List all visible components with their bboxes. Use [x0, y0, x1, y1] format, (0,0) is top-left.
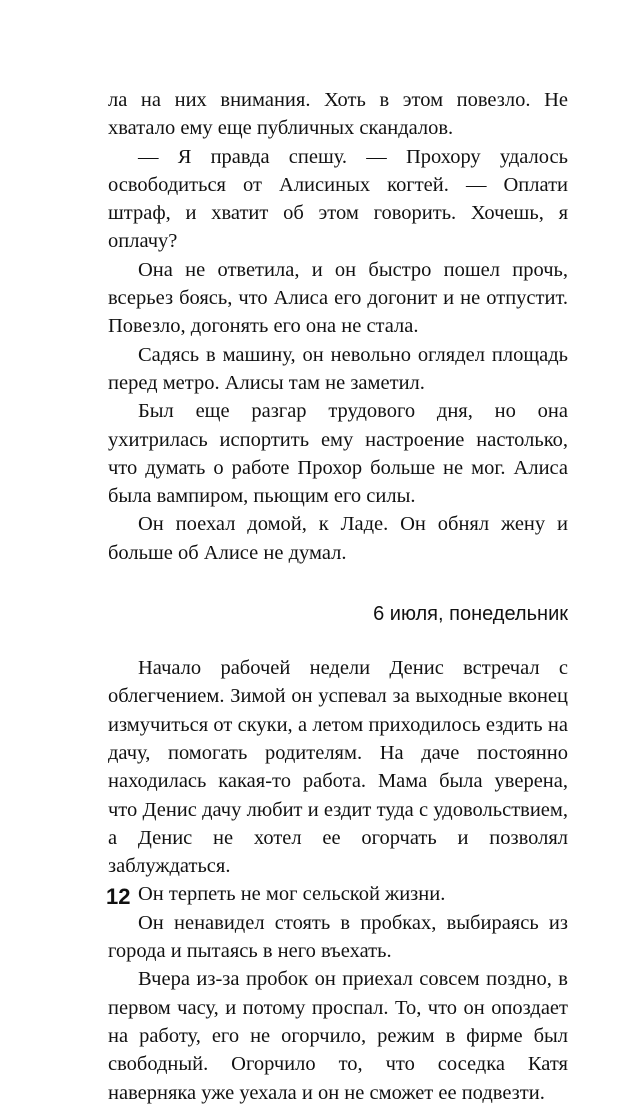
paragraph: Он поехал домой, к Ладе. Он обнял жену и больше об Алисе не думал.	[108, 513, 568, 564]
paragraph: ла на них внимания. Хоть в этом повезло. Не хватало ему еще публичных скандалов.	[108, 89, 568, 140]
paragraph: Садясь в машину, он невольно оглядел площадь перед метро. Алисы там не заметил.	[108, 343, 568, 394]
paragraph: Он терпеть не мог сельской жизни.	[138, 883, 446, 906]
paragraph: Начало рабочей недели Денис встречал с облегчением. Зимой он успевал за выходные вконец измучиться от скуки, а летом приходилось ездить на дачу, помогать родителям. На даче постоянно находилась какая-то работа. Мама была уверена, что Денис дачу любит и ездит туда с удовольствием, а Денис не хотел ее огорчать и позволял заблуждаться.	[108, 657, 568, 878]
paragraph: Был еще разгар трудового дня, но она ухитрилась испортить ему настроение настолько, что думать о работе Прохор больше не мог. Алиса была вампиром, пьющим его силы.	[108, 400, 568, 508]
paragraph: Вчера из-за пробок он приехал совсем поздно, в первом часу, и потому проспал. То, что он опоздает на работу, его не огорчило, режим в фирме был свободный. Огорчило то, что соседка Катя наверняка уже уехала и он не сможет ее подвезти.	[108, 968, 568, 1104]
paragraph: Он ненавидел стоять в пробках, выбираясь из города и пытаясь в него въехать.	[108, 911, 568, 963]
page-body	[108, 86, 568, 1107]
page-number: 12	[106, 884, 131, 909]
section-heading: 6 июля, понедельник	[373, 603, 568, 626]
paragraph: — Я правда спешу. — Прохору удалось освободиться от Алисиных когтей. — Оплати штраф, и хватит об этом говорить. Хочешь, я оплачу?	[108, 145, 568, 253]
paragraph: Она не ответила, и он быстро пошел прочь, всерьез боясь, что Алиса его догонит и не отпустит. Повезло, догонять его она не стала.	[108, 258, 568, 338]
